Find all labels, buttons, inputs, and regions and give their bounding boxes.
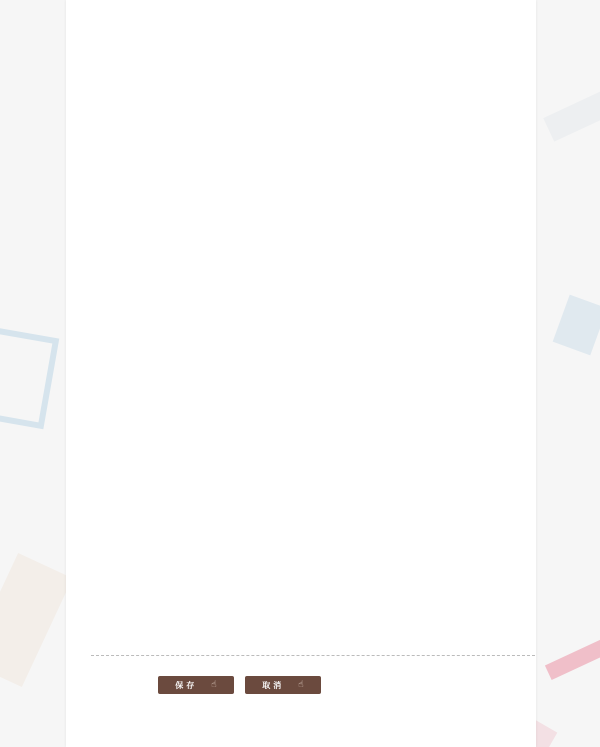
form-panel — [66, 0, 536, 747]
divider — [91, 655, 535, 656]
hand-pointer-icon: ☝ — [298, 680, 304, 690]
save-button[interactable]: 保存 ☝ — [158, 676, 234, 694]
cancel-button[interactable]: 取消 ☝ — [245, 676, 321, 694]
hand-pointer-icon: ☝ — [211, 680, 217, 690]
